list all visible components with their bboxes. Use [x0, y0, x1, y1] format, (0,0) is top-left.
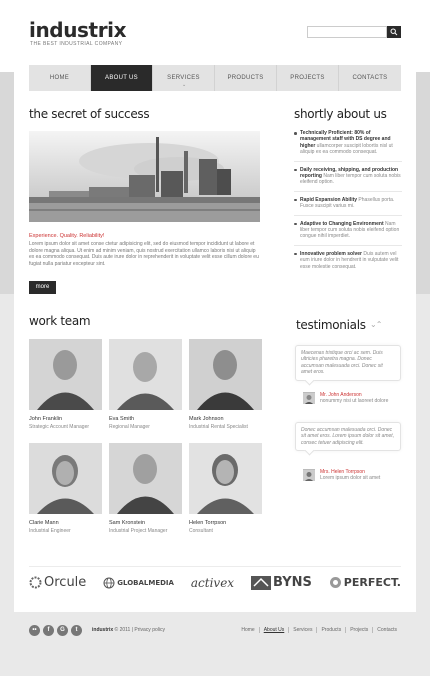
member-photo[interactable]: [29, 443, 102, 514]
testimonial-author: [303, 469, 380, 481]
about-item-heading[interactable]: Adaptive to Changing Environment: [300, 220, 384, 227]
about-item-heading[interactable]: Innovative problem solver: [300, 250, 362, 257]
about-item: [294, 251, 402, 275]
about-item-heading[interactable]: Technically Proficient: 80% of management staff with DS degree and higher: [300, 130, 391, 149]
member-name: Helen Torrpson: [189, 520, 227, 526]
about-item: [294, 221, 402, 246]
perfect-logo-icon: [329, 576, 342, 589]
member-name: Mark Johnson: [189, 416, 224, 422]
nav-products[interactable]: PRODUCTS: [215, 65, 277, 91]
about-item-text: ullamcorper suscipit lobortis nisl ut aliquip ex ea commodo consequat.: [300, 142, 393, 156]
member-role: Industrial Project Manager: [109, 528, 168, 534]
about-item-text: Nam liber tempor cum soluta nobis eleifend option.: [300, 173, 401, 186]
footer-link-about-us[interactable]: About Us: [259, 627, 289, 633]
team-member: [29, 443, 102, 534]
about-item-heading[interactable]: Rapid Expansion Ability: [300, 196, 358, 203]
about-item-text: Duis autem vel eum iriure dolor in hendrerit in vulputate velit esse molestie consequat.: [300, 250, 399, 270]
section-title-about: shortly about us: [294, 107, 387, 121]
about-item: [294, 167, 402, 192]
partner-name: Orcule: [44, 575, 87, 590]
flickr-icon[interactable]: ••: [29, 625, 40, 636]
member-photo[interactable]: [29, 339, 102, 410]
partner-name: activex: [190, 575, 235, 590]
more-button[interactable]: more: [29, 281, 56, 294]
site-slogan: THE BEST INDUSTRIAL COMPANY: [30, 41, 123, 47]
factory-image: [29, 131, 260, 222]
member-role: Regional Manager: [109, 424, 150, 430]
intro-text: Lorem ipsum dolor sit amet conse ctetur adipisicing elit, sed do eiusmod tempor incididunt ut labore et dolore magna aliqua. Ut enim ad minim veniam, quis nostrud exercitation ullamco laboris nisi ut aliquip ex ea commodo consequat. Duis aute irure dolor in reprehenderit in voluptate velit esse cillum dolore eu fugiat nulla pariatur excepteur sint.: [29, 241, 259, 267]
copyright-text[interactable]: © 2011 | Privacy policy: [114, 627, 165, 633]
member-name: Clarie Mann: [29, 520, 59, 526]
team-member: [109, 443, 182, 534]
member-photo[interactable]: [109, 443, 182, 514]
partner-logos: [29, 566, 401, 598]
about-item-text: Phasellus porta. Fusce suscipit varius mi.: [300, 196, 395, 210]
author-role: Lorem ipsum dolor sit amet: [320, 475, 381, 481]
google-icon[interactable]: G: [57, 625, 68, 636]
footer-brand: industrix: [92, 627, 114, 633]
avatar: [303, 469, 315, 481]
nav-contacts[interactable]: CONTACTS: [352, 75, 388, 81]
partner-byns[interactable]: [251, 575, 312, 590]
testimonial-author: [303, 392, 388, 404]
footer-nav: [237, 627, 401, 633]
nav-projects[interactable]: PROJECTS: [277, 65, 339, 91]
globe-icon: [103, 577, 115, 589]
testimonial-quote: Donec accumsan malesuada orci. Donec sit amet eros. Lorem ipsum dolor sit amet, consec tetuer adipiscing elit.: [295, 422, 401, 451]
footer-link-contacts[interactable]: Contacts: [372, 627, 401, 633]
partner-activex[interactable]: [191, 576, 234, 590]
section-title-testimonials: testimonials: [296, 318, 366, 332]
footer-link-projects[interactable]: Projects: [345, 627, 372, 633]
partner-name: BYNS: [273, 575, 312, 590]
testimonial-nav-arrows[interactable]: ⌄⌃: [370, 320, 382, 329]
about-list: [294, 130, 402, 280]
partner-name: PERFECT.: [343, 576, 401, 589]
partner-perfect[interactable]: [329, 576, 401, 589]
chevron-down-icon: ⌄: [182, 82, 187, 88]
social-links: [29, 625, 82, 636]
section-title-team: work team: [29, 314, 91, 328]
member-photo[interactable]: [189, 339, 262, 410]
member-role: Strategic Account Manager: [29, 424, 90, 430]
member-role: Industrial Rental Specialist: [189, 424, 248, 430]
byns-logo-icon: [251, 576, 271, 590]
member-role: Consultant: [189, 528, 213, 534]
avatar: [303, 392, 315, 404]
partner-globalmedia[interactable]: [103, 577, 174, 589]
testimonial-quote: Maecenas tristique orci ac sem. Duis ultricies pharetra magna. Donec accumsan malesuada orci. Donec sit amet eros.: [295, 345, 401, 381]
nav-services-label: SERVICES: [167, 75, 200, 81]
section-title-success: the secret of success: [29, 107, 150, 121]
copyright: [92, 627, 165, 633]
member-name: Sam Kronstein: [109, 520, 146, 526]
search-input[interactable]: [307, 26, 387, 38]
about-item: [294, 130, 402, 162]
twitter-icon[interactable]: t: [71, 625, 82, 636]
team-member: [189, 339, 262, 430]
footer: [29, 624, 401, 636]
site-logo[interactable]: industrix: [29, 18, 127, 42]
author-name[interactable]: Mrs. Helen Torrpson: [320, 469, 365, 475]
team-member: [109, 339, 182, 430]
main-nav: [29, 65, 401, 91]
search-icon: [390, 28, 398, 36]
partner-orcule[interactable]: [29, 575, 86, 590]
team-member: [29, 339, 102, 430]
about-item: [294, 197, 402, 216]
author-name[interactable]: Mr. John Anderson: [320, 392, 362, 398]
nav-services[interactable]: [153, 65, 215, 91]
team-member: [189, 443, 262, 534]
member-name: Eva Smith: [109, 416, 135, 422]
footer-link-products[interactable]: Products: [316, 627, 345, 633]
member-photo[interactable]: [109, 339, 182, 410]
orcule-logo-icon: [29, 576, 42, 589]
member-photo[interactable]: [189, 443, 262, 514]
tagline: Experience. Quality. Reliability!: [29, 233, 105, 239]
partner-name: GLOBALMEDIA: [117, 578, 174, 587]
footer-link-home[interactable]: Home: [241, 627, 255, 633]
search-button[interactable]: [387, 26, 401, 38]
author-role: nonummy nisi ut laoreet dolore: [320, 398, 389, 404]
facebook-icon[interactable]: f: [43, 625, 54, 636]
member-role: Industrial Engineer: [29, 528, 71, 534]
about-item-text: Nam liber tempor cum soluta nobis eleifend option congue nihil imperdiet.: [300, 220, 400, 240]
nav-home[interactable]: HOME: [29, 65, 91, 91]
nav-about-us[interactable]: ABOUT US: [91, 65, 153, 91]
member-name: John Franklin: [29, 416, 63, 422]
about-item-heading[interactable]: Daily receiving, shipping, and production reporting: [300, 166, 399, 180]
footer-link-services[interactable]: Services: [288, 627, 316, 633]
